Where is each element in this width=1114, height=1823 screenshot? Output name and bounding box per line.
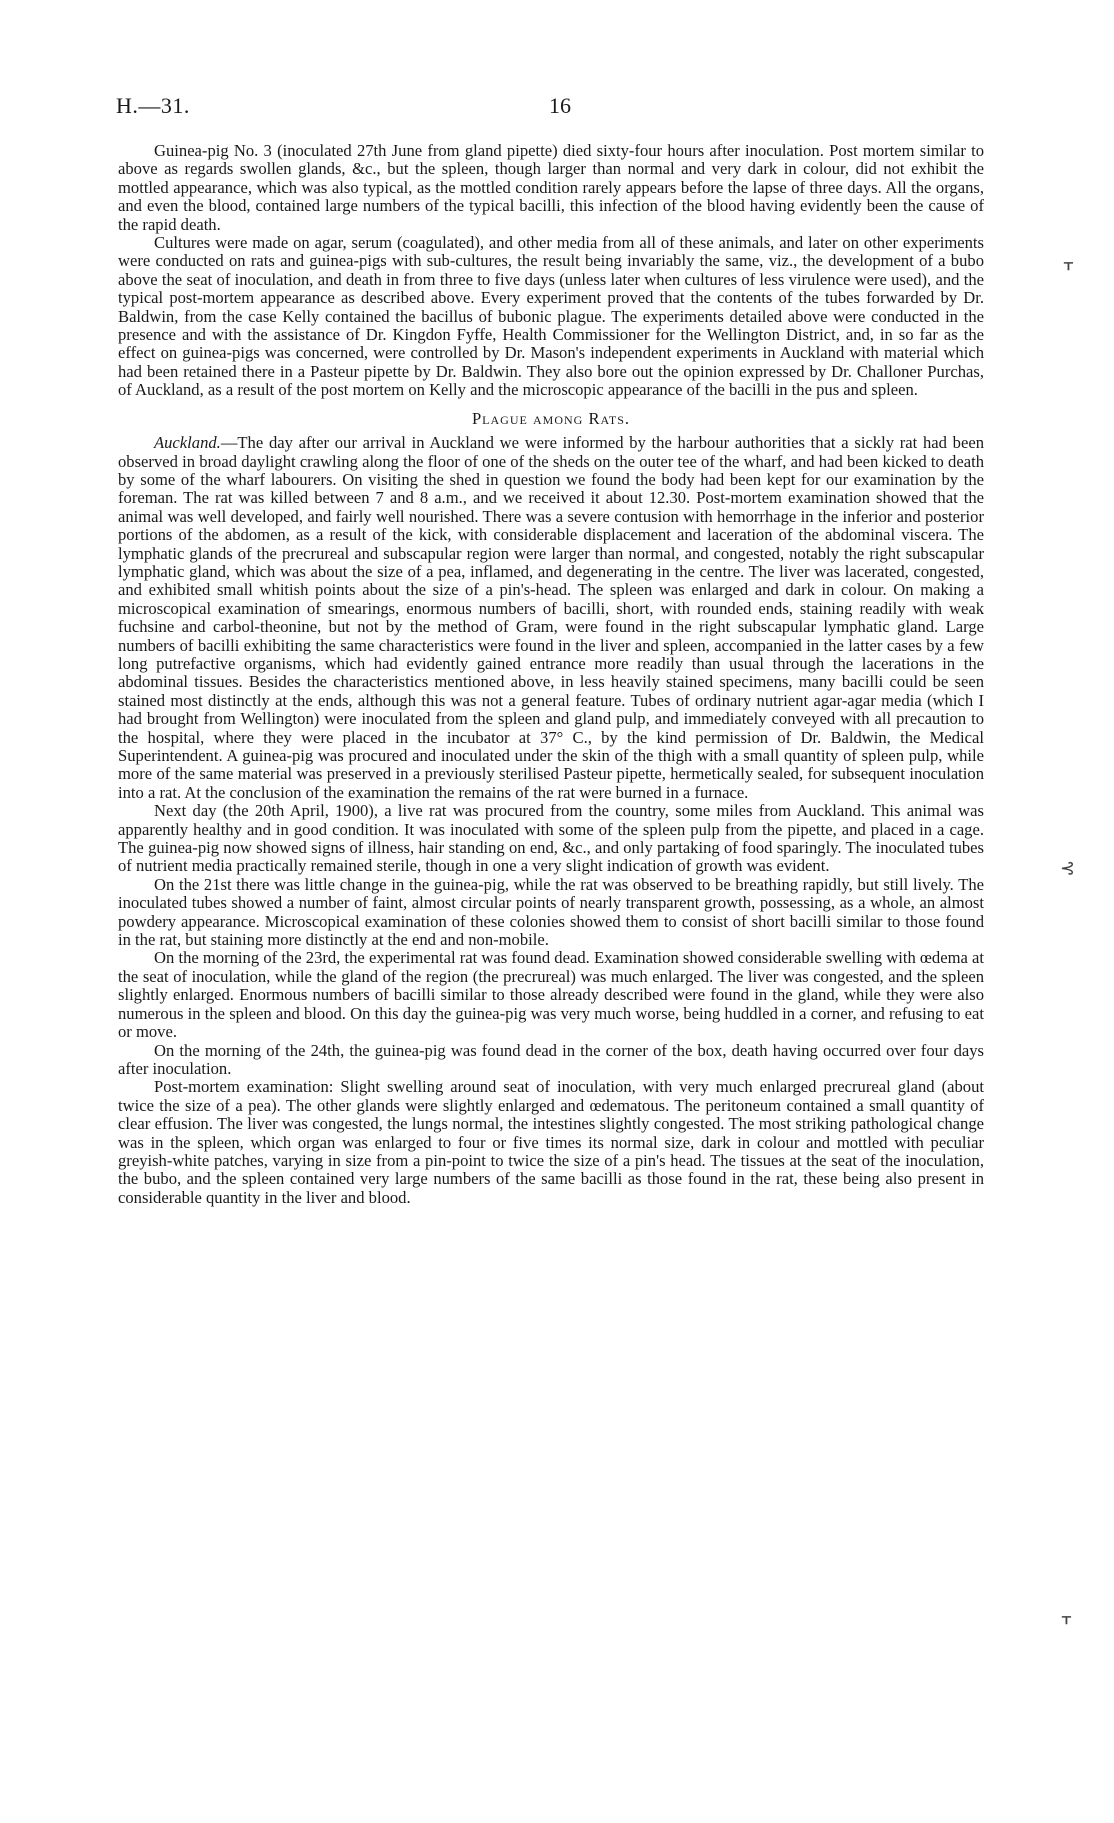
paragraph: [118, 434, 984, 802]
paragraph: Post-mortem examination: Slight swelling around seat of inoculation, with very much enlarged precrureal gland (about twice the size of a pea). The other glands were slightly enlarged and œdematous. The peritoneum contained a small quantity of clear effusion. The liver was congested, the lungs normal, the intestines slightly congested. The most striking pathological change was in the spleen, which organ was enlarged to four or five times its normal size, dark in colour and mottled with peculiar greyish-white patches, varying in size from a pin-point to twice the size of a pin's head. The tissues at the seat of the inoculation, the bubo, and the spleen contained very large numbers of the same bacilli as those found in the rat, these being also present in considerable quantity in the liver and blood.: [118, 1077, 984, 1207]
margin-mark: ⊰: [1060, 858, 1076, 878]
page-header: [116, 93, 1004, 123]
paragraph: Next day (the 20th April, 1900), a live rat was procured from the country, some miles from Auckland. This animal was apparently healthy and in good condition. It was inoculated with some of the spleen pulp from the pipette, and placed in a cage. The guinea-pig now showed signs of illness, hair standing on end, &c., and only partaking of food sparingly. The inoculated tubes of nutrient media practically remained sterile, though in one a very slight indication of growth was evident.: [118, 801, 984, 876]
document-reference: H.—31.: [116, 93, 190, 118]
paragraph-lead: Auckland.: [154, 433, 221, 453]
paragraph: On the morning of the 24th, the guinea-pig was found dead in the corner of the box, death having occurred over four days after inoculation.: [118, 1040, 984, 1078]
paragraph: On the 21st there was little change in the guinea-pig, while the rat was observed to be breathing rapidly, but still lively. The inoculated tubes showed a number of faint, almost circular points of nearly transparent growth, possessing, as a whole, an almost powdery appearance. Microscopical examination of these colonies showed them to consist of short bacilli similar to those found in the rat, but staining more distinctly at the end and non-mobile.: [118, 874, 984, 950]
margin-mark: ᚁ: [1062, 1606, 1071, 1626]
paragraph: On the morning of the 23rd, the experimental rat was found dead. Examination showed considerable swelling with œdema at the seat of inoculation, while the gland of the region (the precrureal) was much enlarged. The liver was congested, and the spleen slightly enlarged. Enormous numbers of bacilli similar to those already described were found in the gland, while they were also numerous in the spleen and blood. On this day the guinea-pig was very much worse, being huddled in a corner, and refusing to eat or move.: [118, 948, 984, 1042]
page-body: [118, 142, 984, 1207]
paragraph-text: —The day after our arrival in Auckland we were informed by the harbour authorities that a sickly rat had been observed in broad daylight crawling along the floor of one of the sheds on the outer tee of the wharf, and had been kicked to death by some of the wharf labourers. On visiting the shed in question we found the body had been kept for our examination by the foreman. The rat was killed between 7 and 8 a.m., and we received it about 12.30. Post-mortem examination showed that the animal was well developed, and fairly well nourished. There was a severe contusion with hemorrhage in the inferior and posterior portions of the abdomen, as a result of the kick, with considerable displacement and laceration of the abdominal viscera. The lymphatic glands of the precrureal and subscapular region were larger than normal, and congested, notably the right subscapular lymphatic gland, which was about the size of a pea, inflamed, and degenerating in the centre. The liver was lacerated, congested, and exhibited small whitish points about the size of a pin's-head. The spleen was enlarged and dark in colour. On making a microscopical examination of smearings, enormous numbers of bacilli, short, with rounded ends, staining readily with weak fuchsine and carbol-theonine, but not by the method of Gram, were found in the right subscapular lymphatic gland. Large numbers of bacilli exhibiting the same characteristics were found in the liver and spleen, accompanied in the latter cases by a few long putrefactive organisms, which had evidently gained entrance more readily than usual through the lacerations in the abdominal tissues. Besides the characteristics mentioned above, in less heavily stained specimens, many bacilli could be seen stained most distinctly at the ends, although this was not a general feature. Tubes of ordinary nutrient agar-agar media (which I had brought from Wellington) were inoculated from the spleen and gland pulp, and immediately conveyed with all precaution to the hospital, where they were placed in the incubator at 37° C., by the kind permission of Dr. Baldwin, the Medical Superintendent. A guinea-pig was procured and inoculated under the skin of the thigh with a small quantity of spleen pulp, while more of the same material was preserved in a previously sterilised Pasteur pipette, hermetically sealed, for subsequent inoculation into a rat. At the conclusion of the examination the remains of the rat were burned in a furnace.: [118, 433, 984, 802]
section-heading-text: Plague among Rats.: [471, 408, 631, 428]
section-heading: [118, 410, 984, 428]
margin-mark: ᚁ: [1064, 252, 1073, 272]
page-number: 16: [549, 93, 571, 118]
paragraph: Guinea-pig No. 3 (inoculated 27th June from gland pipette) died sixty-four hours after inoculation. Post mortem similar to above as regards swollen glands, &c., but the spleen, though larger than normal and very dark in colour, did not exhibit the mottled appearance, which was also typical, as the mottled condition rarely appears before the lapse of three days. All the organs, and even the blood, contained large numbers of the typical bacilli, this infection of the blood having evidently been the cause of the rapid death.: [118, 141, 984, 234]
paragraph: Cultures were made on agar, serum (coagulated), and other media from all of these animals, and later on other experiments were conducted on rats and guinea-pigs with sub-cultures, the result being invariably the same, viz., the development of a bubo above the seat of inoculation, and death in from three to five days (unless later when cultures of less virulence were used), and the typical post-mortem appearance as described above. Every experiment proved that the contents of the tubes forwarded by Dr. Baldwin, from the case Kelly contained the bacillus of bubonic plague. The experiments detailed above were conducted in the presence and with the assistance of Dr. Kingdon Fyffe, Health Commissioner for the Wellington District, and, in so far as the effect on guinea-pigs was concerned, were controlled by Dr. Mason's independent experiments in Auckland with material which had been retained there in a Pasteur pipette by Dr. Baldwin. They also bore out the opinion expressed by Dr. Challoner Purchas, of Auckland, as a result of the post mortem on Kelly and the microscopic appearance of the bacilli in the pus and spleen.: [118, 233, 984, 400]
